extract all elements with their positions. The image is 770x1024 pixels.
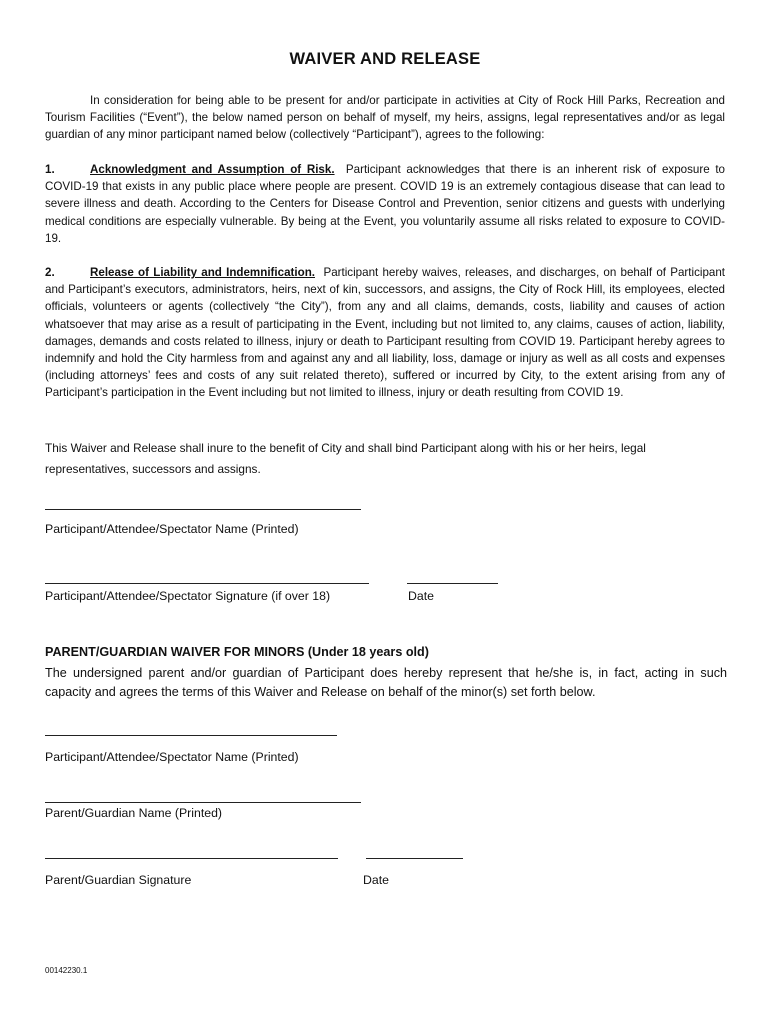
section-1-heading: Acknowledgment and Assumption of Risk. [90, 163, 335, 176]
guardian-name-label: Parent/Guardian Name (Printed) [45, 806, 223, 820]
guardian-name-line[interactable] [45, 802, 361, 803]
minors-heading: PARENT/GUARDIAN WAIVER FOR MINORS (Under 18 years old) [45, 645, 429, 659]
guardian-date-label: Date [363, 873, 389, 887]
intro-text: In consideration for being able to be present for and/or participate in activities at City of Rock Hill Parks, Recreation and Tourism Facilities (“Event”), the below named person on behalf of myself, my heirs, assigns, legal representatives and/or as legal guardian of any minor participant named below (collectively “Participant”), agrees to the following: [45, 94, 725, 142]
guardian-signature-line[interactable] [45, 858, 338, 859]
participant-signature-line[interactable] [45, 583, 369, 584]
section-1-number: 1. [45, 163, 55, 176]
participant-date-line[interactable] [407, 583, 498, 584]
guardian-signature-label: Parent/Guardian Signature [45, 873, 192, 887]
guardian-date-line[interactable] [366, 858, 463, 859]
section-2-number: 2. [45, 266, 55, 279]
document-id: 00142230.1 [45, 966, 88, 975]
minor-participant-name-label: Participant/Attendee/Spectator Name (Printed) [45, 750, 299, 764]
section-1 [45, 161, 725, 247]
participant-date-label: Date [408, 589, 434, 603]
minor-participant-name-line[interactable] [45, 735, 337, 736]
section-2 [45, 264, 725, 402]
participant-name-label: Participant/Attendee/Spectator Name (Printed) [45, 522, 299, 536]
closing-paragraph: This Waiver and Release shall inure to the benefit of City and shall bind Participant along with his or her heirs, legal representatives, successors and assigns. [45, 441, 646, 476]
section-1-text: Participant acknowledges that there is an inherent risk of exposure to COVID-19 that exists in any public place where people are present. COVID 19 is an extremely contagious disease that can lead to severe illness and death. According to the Centers for Disease Control and Prevention, senior citizens and guests with underlying medical conditions are especially vulnerable. By being at the Event, you voluntarily assume all risks related to exposure to COVID-19. [45, 163, 725, 245]
participant-name-line[interactable] [45, 509, 361, 510]
document-title: WAIVER AND RELEASE [289, 50, 481, 68]
section-2-text: Participant hereby waives, releases, and discharges, on behalf of Participant and Participant’s executors, administrators, heirs, next of kin, successors, and assigns, the City of Rock Hill, its employees, elected officials, volunteers or agents (collectively “the City”), from any and all claims, demands, costs, liability and causes of action whatsoever that may arise as a result of participating in the Event, including but not limited to, any claims, causes of action, liability, damages, demands and costs related to illness, injury or death to Participant resulting from COVID 19. Participant hereby agrees to indemnify and hold the City harmless from and against any and all liability, loss, damage or injury as well as all costs and expenses (including attorneys’ fees and costs of any suit related thereto), suffered or incurred by City, to the extent arising from any of Participant’s participation in the Event including but not limited to illness, injury or death resulting from COVID 19. [45, 266, 726, 400]
minors-text: The undersigned parent and/or guardian of Participant does hereby represent that he/she is, in fact, acting in such capacity and agrees the terms of this Waiver and Release on behalf of the minor(s) set forth below. [45, 666, 727, 699]
section-2-heading: Release of Liability and Indemnification. [90, 266, 315, 279]
intro-paragraph [45, 92, 725, 144]
participant-signature-label: Participant/Attendee/Spectator Signature (if over 18) [45, 589, 331, 603]
